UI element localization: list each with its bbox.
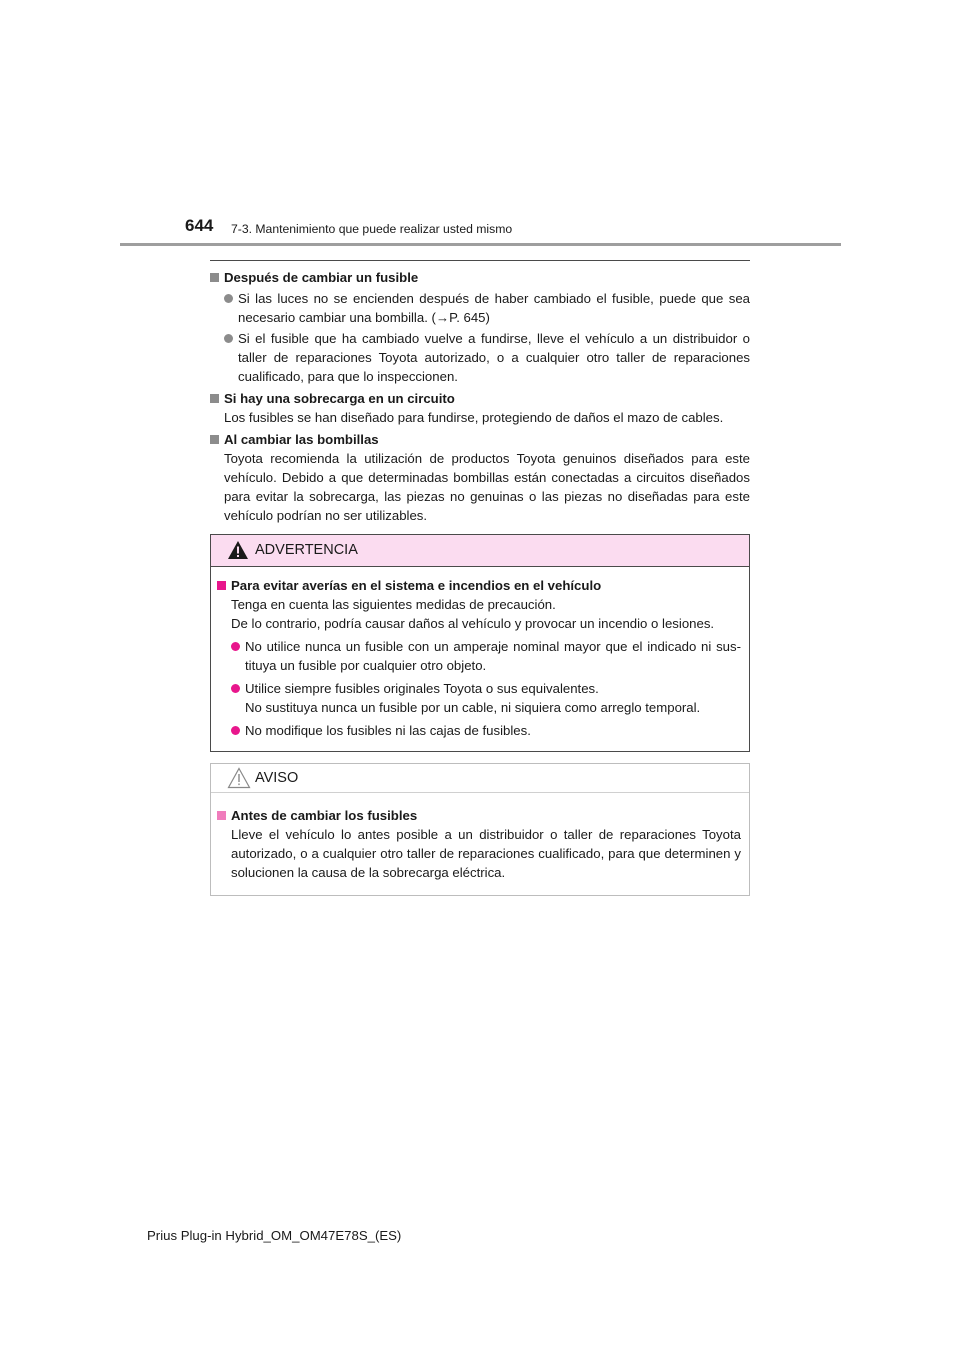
list-item-text: Si las luces no se encienden después de haber cambiado el fusible, puede que sea necesario cambiar una bombilla. (→P. 645)	[238, 291, 750, 325]
warning-heading	[217, 576, 741, 595]
square-bullet-icon	[210, 273, 219, 282]
notice-title: AVISO	[255, 770, 299, 786]
warning-heading-text: Para evitar averías en el sistema e incendios en el vehículo	[231, 578, 602, 593]
list-item	[210, 329, 750, 386]
list-item	[217, 637, 741, 675]
list-item-text: Utilice siempre fusibles originales Toyota o sus equivalentes.	[245, 681, 599, 696]
warning-box	[210, 534, 750, 752]
warning-intro-line: Tenga en cuenta las siguientes medidas de precaución.	[231, 597, 556, 612]
square-bullet-icon	[217, 581, 226, 590]
section-heading-text: Si hay una sobrecarga en un circuito	[224, 391, 455, 406]
section-circuit-overload	[210, 389, 750, 427]
section-heading	[210, 268, 750, 287]
main-content	[210, 268, 750, 528]
section-after-fuse-change	[210, 268, 750, 386]
list-item	[217, 721, 741, 740]
notice-text: Lleve el vehículo lo antes posible a un distribuidor o taller de reparaciones Toyota autorizado, o a cualquier otro taller de reparaciones cualificado, para que determinen y solucionen la causa de la sobrecarga eléctrica.	[231, 827, 741, 880]
warning-triangle-icon	[227, 540, 249, 560]
header-rule	[120, 243, 841, 246]
list-item	[210, 289, 750, 327]
list-item-text: No utilice nunca un fusible con un amperaje nominal mayor que el indicado ni sustituya un fusible por cualquier otro objeto.	[245, 639, 741, 673]
list-item-text: No modifique los fusibles ni las cajas de fusibles.	[245, 723, 531, 738]
content-rule	[210, 260, 750, 261]
warning-body	[211, 567, 749, 740]
footer-doc-id: Prius Plug-in Hybrid_OM_OM47E78S_(ES)	[147, 1228, 402, 1243]
page-number: 644	[185, 216, 214, 235]
warning-header	[211, 535, 749, 567]
circle-bullet-icon	[224, 334, 233, 343]
list-item-text: No sustituya nunca un fusible por un cable, ni siquiera como arreglo temporal.	[245, 700, 701, 715]
notice-heading-text: Antes de cambiar los fusibles	[231, 808, 418, 823]
circle-bullet-icon	[231, 684, 240, 693]
section-title: 7-3. Mantenimiento que puede realizar usted mismo	[231, 222, 513, 236]
warning-intro-line: De lo contrario, podría causar daños al vehículo y provocar un incendio o lesiones.	[231, 616, 715, 631]
notice-header	[211, 764, 749, 793]
section-heading	[210, 389, 750, 408]
section-heading-text: Después de cambiar un fusible	[224, 270, 419, 285]
list-item	[217, 679, 741, 717]
paragraph: Los fusibles se han diseñado para fundirse, protegiendo de daños el mazo de cables.	[224, 410, 724, 425]
notice-body	[211, 793, 749, 882]
circle-bullet-icon	[231, 726, 240, 735]
warning-title: ADVERTENCIA	[255, 542, 358, 558]
warning-intro	[217, 595, 741, 633]
square-bullet-icon	[217, 811, 226, 820]
notice-heading	[217, 806, 741, 825]
square-bullet-icon	[210, 394, 219, 403]
notice-box	[210, 763, 750, 896]
square-bullet-icon	[210, 435, 219, 444]
list-item-text: Si el fusible que ha cambiado vuelve a fundirse, lleve el vehículo a un distribuidor o taller de reparaciones Toyota autorizado, o a cualquier otro taller de reparaciones cualificado, para que lo inspeccionen.	[238, 331, 750, 384]
paragraph: Toyota recomienda la utilización de productos Toyota genuinos diseñados para este vehículo. Debido a que determinadas bombillas están conectadas a circuitos diseñados para evitar la sobrecarga, las piezas no genuinas o las piezas no diseñadas para este vehículo podrían no ser utilizables.	[224, 451, 750, 523]
circle-bullet-icon	[231, 642, 240, 651]
section-heading-text: Al cambiar las bombillas	[224, 432, 379, 447]
caution-triangle-icon	[227, 767, 251, 789]
section-bulb-change	[210, 430, 750, 525]
section-heading	[210, 430, 750, 449]
circle-bullet-icon	[224, 294, 233, 303]
